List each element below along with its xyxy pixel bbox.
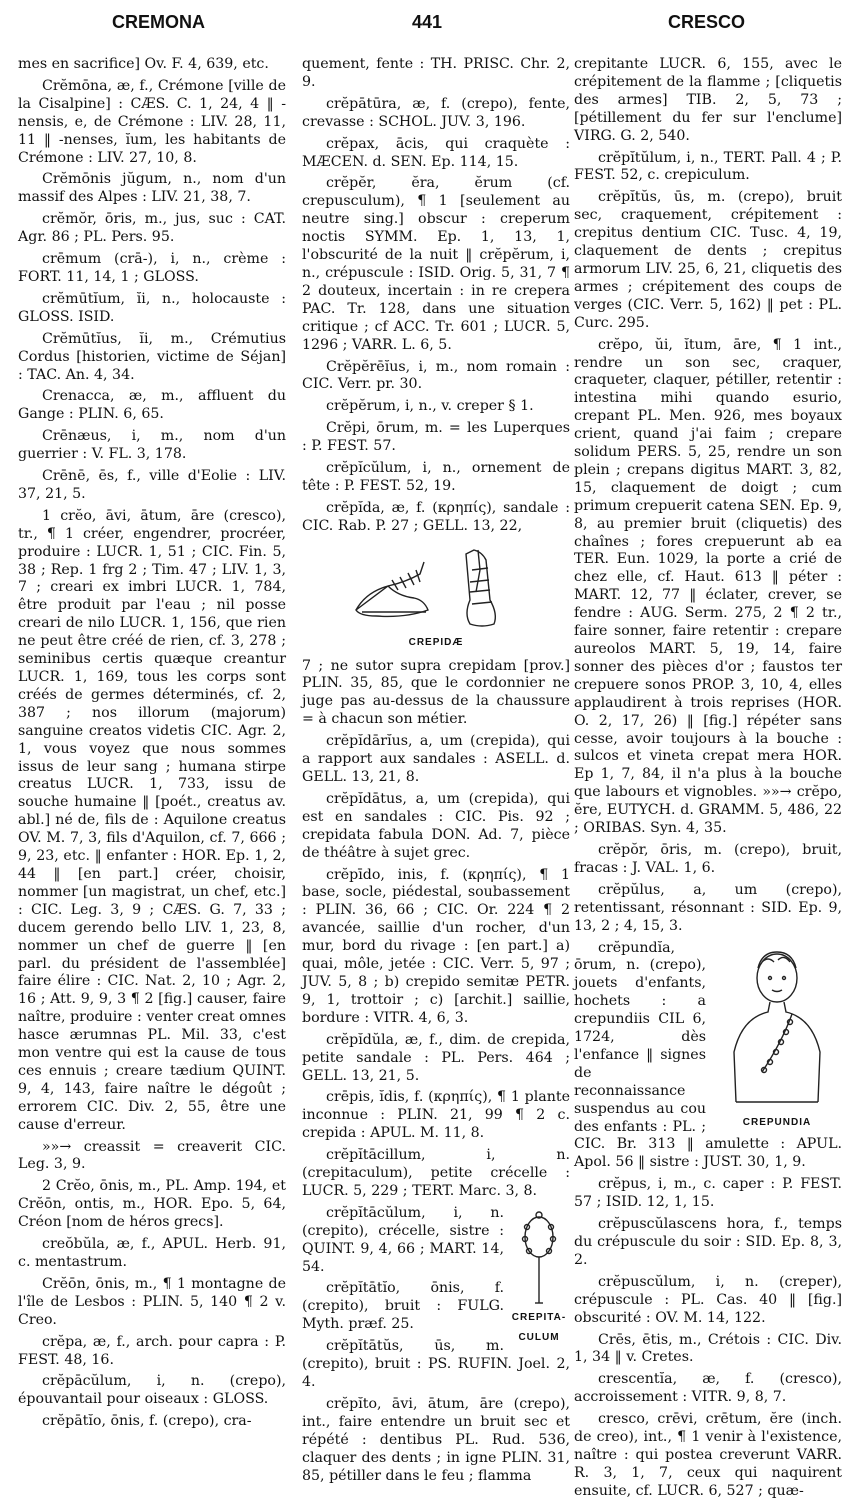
- entry: crĕpĭcŭlum, i, n., ornement de tête : P. FEST. 52, 19.: [302, 460, 570, 494]
- entry: crĕpĕrum, i, n., v. creper § 1.: [326, 398, 534, 415]
- entry: Crĕmōnis jŭgum, n., nom d'un massif des Alpes : LIV. 21, 38, 7.: [18, 171, 286, 206]
- crepidae-caption: CREPIDÆ: [408, 636, 464, 648]
- child-bust-image: [722, 942, 832, 1112]
- entry: crĕmūtĭum, ĭi, n., holocauste : GLOSS. ISID.: [18, 290, 286, 325]
- entry: Crēnæus, i, m., nom d'un guerrier : V. FL. 3, 178.: [18, 428, 286, 463]
- entry: crĕpĭdŭla, æ, f., dim. de crepida, petite sandale : PL. Pers. 464 ; GELL. 13, 21, 5.: [302, 1031, 570, 1084]
- crepundia-illustration: [712, 942, 842, 1132]
- entry: crĕpŏr, ōris, m. (crepo), bruit, fracas : J. VAL. 1, 6.: [574, 841, 842, 876]
- entry: mes en sacrifice] Ov. F. 4, 639, etc.: [18, 56, 269, 72]
- sandals-image: [336, 540, 536, 632]
- entry: crĕpācŭlum, i, n. (crepo), épouvantail pour oiseaux : GLOSS.: [18, 1373, 286, 1408]
- entry: cresco, crēvi, crētum, ĕre (inch. de creo), int., ¶ 1 venir à l'existence, naître : qui postea creverunt VARR. R. 3, 1, 7, ceux qui naquirent ensuite, cf. LUCR. 6, 527 ; quæ-: [574, 1411, 842, 1499]
- column-2: [302, 56, 570, 1489]
- entry: Crĕmūtĭus, ĭi, m., Crémutius Cordus [historien, victime de Séjan] : TAC. An. 4, 34.: [18, 330, 286, 383]
- entry: crĕpĭtātĭo, ōnis, f. (crepito), bruit : FULG. Myth. præf. 25.: [302, 1280, 504, 1333]
- entry: Crĕpĕrēĭus, i, m., nom romain : CIC. Verr. pr. 30.: [302, 358, 570, 393]
- entry: crĕpĭtācŭlum, i, n. (crepito), crécelle, sistre : QUINT. 9, 4, 66 ; MART. 14, 54.: [302, 1204, 504, 1275]
- entry: crĕpa, æ, f., arch. pour capra : P. FEST. 48, 16.: [18, 1333, 286, 1368]
- entry: crĕpĭtātŭs, ūs, m. (crepito), bruit : PS. RUFIN. Joel. 2, 4.: [302, 1338, 570, 1390]
- entry: Crēnē, ēs, f., ville d'Eolie : LIV. 37, 21, 5.: [18, 468, 286, 502]
- entry: crĕpĭdātus, a, um (crepida), qui est en sandales : CIC. Pis. 92 ; crepidata fabula DON. Ad. 7, pièce de théâtre à sujet grec.: [302, 790, 570, 861]
- entry: Crēs, ētis, m., Crétois : CIC. Div. 1, 34 ‖ v. Cretes.: [574, 1331, 842, 1366]
- entry: crēmum (crā-), i, n., crème : FORT. 11, 14, 1 ; GLOSS.: [18, 251, 286, 285]
- entry: crĕpundĭa, ōrum, n. (crepo), jouets d'enfants, hochets : a crepundiis CIL 6, 1724, dès l'enfance ‖ signes de reconnaissance suspendus au cou des enfants : PL. ; CIC. Br. 313 ‖ amulette : APUL. Apol. 56 ‖ sistre : JUST. 30, 1, 9.: [574, 939, 842, 1171]
- entry: crĕpĭtŭlum, i, n., TERT. Pall. 4 ; P. FEST. 52, c. crepiculum.: [574, 149, 842, 184]
- header-right-word: CRESCO: [668, 12, 746, 32]
- entry: quement, fente : TH. PRISC. Chr. 2, 9.: [302, 56, 570, 90]
- crepitaculum-caption-2: CULUM: [518, 1331, 560, 1343]
- column-1: [18, 56, 286, 1435]
- entry: crĕpātĭo, ōnis, f. (crepo), cra-: [42, 1413, 252, 1430]
- entry: 1 crĕo, āvi, ātum, āre (cresco), tr., ¶ 1 créer, engendrer, procréer, produire : LUCR. 1, 51 ; CIC. Fin. 5, 38 ; Rep. 1 frg 2 ; Tim. 47 ; LIV. 1, 3, 7 ; creari ex imbri LUCR. 1, 784, être produit par l'eau ; nil posse creari de nilo LUCR. 1, 156, que rien ne peut être créé de rien, cf. 3, 278 ; seminibus certis quæque creantur LUCR. 1, 169, tous les corps sont créés de germes déterminés, cf. 2, 387 ; nos illorum (majorum) sanguine creatos videtis CIC. Agr. 2, 1, vous voyez que nous sommes issus de leur sang ; humana stirpe creatus LUCR. 1, 733, issu de souche humaine ‖ [poét., creatus av. abl.] né de, fils de : Aquilone creatus OV. M. 7, 3, fils d'Aquilon, cf. 7, 666 ; 9, 23, etc. ‖ enfanter : HOR. Ep. 1, 2, 44 ‖ [en part.] créer, choisir, nommer [un magistrat, un chef, etc.] : CIC. Leg. 3, 9 ; CÆS. G. 7, 33 ; ducem gerendo bello LIV. 1, 23, 8, nommer un chef de guerre ‖ [en parl. du président de l'assemblée] faire élire : CIC. Nat. 2, 10 ; Agr. 2, 16 ; Att. 9, 9, 3 ¶ 2 [fig.] causer, faire naître, produire : venter creat omnes hasce ærumnas PL. Mil. 33, c'est mon ventre qui est la cause de tous ces ennuis ; creare tædium QUINT. 9, 4, 143, faire naître le dégoût ; errorem CIC. Div. 2, 55, être une cause d'erreur.: [18, 507, 286, 1133]
- entry: crĕpŭlus, a, um (crepo), retentissant, résonnant : SID. Ep. 9, 13, 2 ; 4, 15, 3.: [574, 881, 842, 934]
- entry: »»→ creassit = creaverit CIC. Leg. 3, 9.: [18, 1138, 286, 1173]
- entry: crĕpīdo, inis, f. (κρηπίς), ¶ 1 base, socle, piédestal, soubassement : PLIN. 36, 66 ; CIC. Or. 224 ¶ 2 avancée, saillie d'un rocher, d'un mur, bord du rivage : [en part.] a) quai, môle, jetée : CIC. Verr. 5, 97 ; JUV. 5, 8 ; b) crepido semitæ PETR. 9, 1, trottoir ; c) [archit.] saillie, bordure : VITR. 4, 6, 3.: [302, 866, 570, 1026]
- entry: creŏbŭla, æ, f., APUL. Herb. 91, c. mentastrum.: [18, 1236, 286, 1270]
- page-number: 441: [412, 12, 443, 32]
- entry: crĕpuscŭlum, i, n. (creper), crépuscule : PL. Cas. 40 ‖ [fig.] obscurité : OV. M. 14, 122.: [574, 1273, 842, 1326]
- entry: crĕpĭtŭs, ūs, m. (crepo), bruit sec, craquement, crépitement : crepitus dentium CIC. Tusc. 4, 19, claquement de dents ; crepitus armorum LIV. 25, 6, 21, cliquetis des armes ; crépitement des coups de verges (CIC. Verr. 5, 162) ‖ pet : PL. Curc. 295.: [574, 189, 842, 331]
- crepidae-illustration: [302, 540, 570, 652]
- entry: Crĕpi, ōrum, m. = les Luperques : P. FEST. 57.: [302, 420, 570, 455]
- crepitaculum-illustration: [508, 1207, 570, 1347]
- entry: 7 ; ne sutor supra crepidam [prov.] PLIN. 35, 85, que le cordonnier ne juge pas au-dessus de la chaussure = à chacun son métier.: [302, 657, 570, 728]
- column-3: [574, 56, 842, 1505]
- entry: Crĕōn, ōnis, m., ¶ 1 montagne de l'île de Lesbos : PLIN. 5, 140 ¶ 2 v. Creo.: [18, 1275, 286, 1328]
- entry: Crenacca, æ, m., affluent du Gange : PLIN. 6, 65.: [18, 388, 286, 423]
- entry: crepitante LUCR. 6, 155, avec le crépitement de la flamme ; [cliquetis des armes] TIB. 2, 5, 73 ; [pétillement du fer sur l'enclume] VIRG. G. 2, 540.: [574, 56, 842, 144]
- entry: crĕpuscŭlascens hora, f., temps du crépuscule du soir : SID. Ep. 8, 3, 2.: [574, 1216, 842, 1268]
- entry: crĕpus, i, m., c. caper : P. FEST. 57 ; ISID. 12, 1, 15.: [574, 1176, 842, 1211]
- entry: crĕpĭtācillum, i, n. (crepitaculum), petite crécelle : LUCR. 5, 229 ; TERT. Marc. 3, 8.: [302, 1147, 570, 1199]
- entry: crĕpātūra, æ, f. (crepo), fente, crevasse : SCHOL. JUV. 3, 196.: [302, 95, 570, 130]
- entry: crĕpo, ŭi, ĭtum, āre, ¶ 1 int., rendre un son sec, craquer, craqueter, claquer, pétiller, retentir : intestina mihi quando esurio, crepant PL. Men. 926, mes boyaux crient, quand j'ai faim ; crepare solidum PERS. 5, 25, rendre un son plein ; crepans digitus MART. 3, 82, 15, claquement de doigt ; cum primum crepuerit catena SEN. Ep. 9, 8, au premier bruit (cliquetis) des chaînes ; fores crepuerunt ab ea TER. Eun. 1029, la porte a crié de chez elle, cf. Haut. 613 ‖ péter : MART. 12, 77 ‖ éclater, crever, se fendre : AUG. Serm. 275, 2 ¶ 2 tr., faire sonner, faire retentir : crepare aureolos MART. 5, 19, 14, faire sonner des pièces d'or ; faustos ter crepuere sonos PROP. 3, 10, 4, elles applaudirent à trois reprises (HOR. O. 2, 17, 26) ‖ [fig.] répéter sans cesse, avoir toujours à la bouche : sulcos et vineta crepat mera HOR. Ep 1, 7, 84, il n'a plus à la bouche que labours et vignobles. »»→ crĕpo, ĕre, EUTYCH. d. GRAMM. 5, 486, 22 ; ORIBAS. Syn. 4, 35.: [574, 336, 842, 837]
- sistrum-image: [514, 1207, 564, 1307]
- header-left-word: CREMONA: [112, 12, 205, 32]
- entry: Crĕmōna, æ, f., Crémone [ville de la Cisalpine] : CÆS. C. 1, 24, 4 ‖ -nensis, e, de Crémone : LIV. 28, 11, 11 ‖ -nenses, ĭum, les habitants de Crémone : LIV. 27, 10, 8.: [18, 77, 286, 166]
- entry: 2 Crĕo, ōnis, m., PL. Amp. 194, et Crĕōn, ontis, m., HOR. Epo. 5, 64, Créon [nom de héros grecs].: [18, 1178, 286, 1231]
- entry: crĕpĭdārĭus, a, um (crepida), qui a rapport aux sandales : ASELL. d. GELL. 13, 21, 8.: [302, 733, 570, 785]
- crepundia-caption: CREPUNDIA: [742, 1116, 812, 1128]
- crepitaculum-caption-1: CREPITA-: [511, 1311, 567, 1323]
- entry: crĕpĕr, ĕra, ĕrum (cf. crepusculum), ¶ 1 [seulement au neutre sing.] obscur : creperum noctis SYMM. Ep. 1, 13, 1, l'obscurité de la nuit ‖ crĕpĕrum, i, n., crépuscule : ISID. Orig. 5, 31, 7 ¶ 2 douteux, incertain : in re crepera PAC. Tr. 128, dans une situation critique ; cf ACC. Tr. 601 ; LUCR. 5, 1296 ; VARR. L. 6, 5.: [302, 175, 570, 353]
- entry: crĕmŏr, ōris, m., jus, suc : CAT. Agr. 86 ; PL. Pers. 95.: [18, 211, 286, 246]
- entry: crescentĭa, æ, f. (cresco), accroissement : VITR. 9, 8, 7.: [574, 1371, 842, 1406]
- page-header: [0, 0, 858, 46]
- entry: crĕpĭda, æ, f. (κρηπίς), sandale : CIC. Rab. P. 27 ; GELL. 13, 22,: [302, 499, 570, 534]
- entry: crĕpĭto, āvi, ātum, āre (crepo), int., faire entendre un bruit sec et répété : dentibus PL. Rud. 536, claquer des dents ; in igne PLIN. 31, 85, pétiller dans le feu ; flamma: [302, 1395, 570, 1484]
- entry: crĕpax, ācis, qui craquète : MÆCEN. d. SEN. Ep. 114, 15.: [302, 135, 570, 170]
- entry: crēpis, ĭdis, f. (κρηπίς), ¶ 1 plante inconnue : PLIN. 21, 99 ¶ 2 c. crepida : APUL. M. 11, 8.: [302, 1089, 570, 1142]
